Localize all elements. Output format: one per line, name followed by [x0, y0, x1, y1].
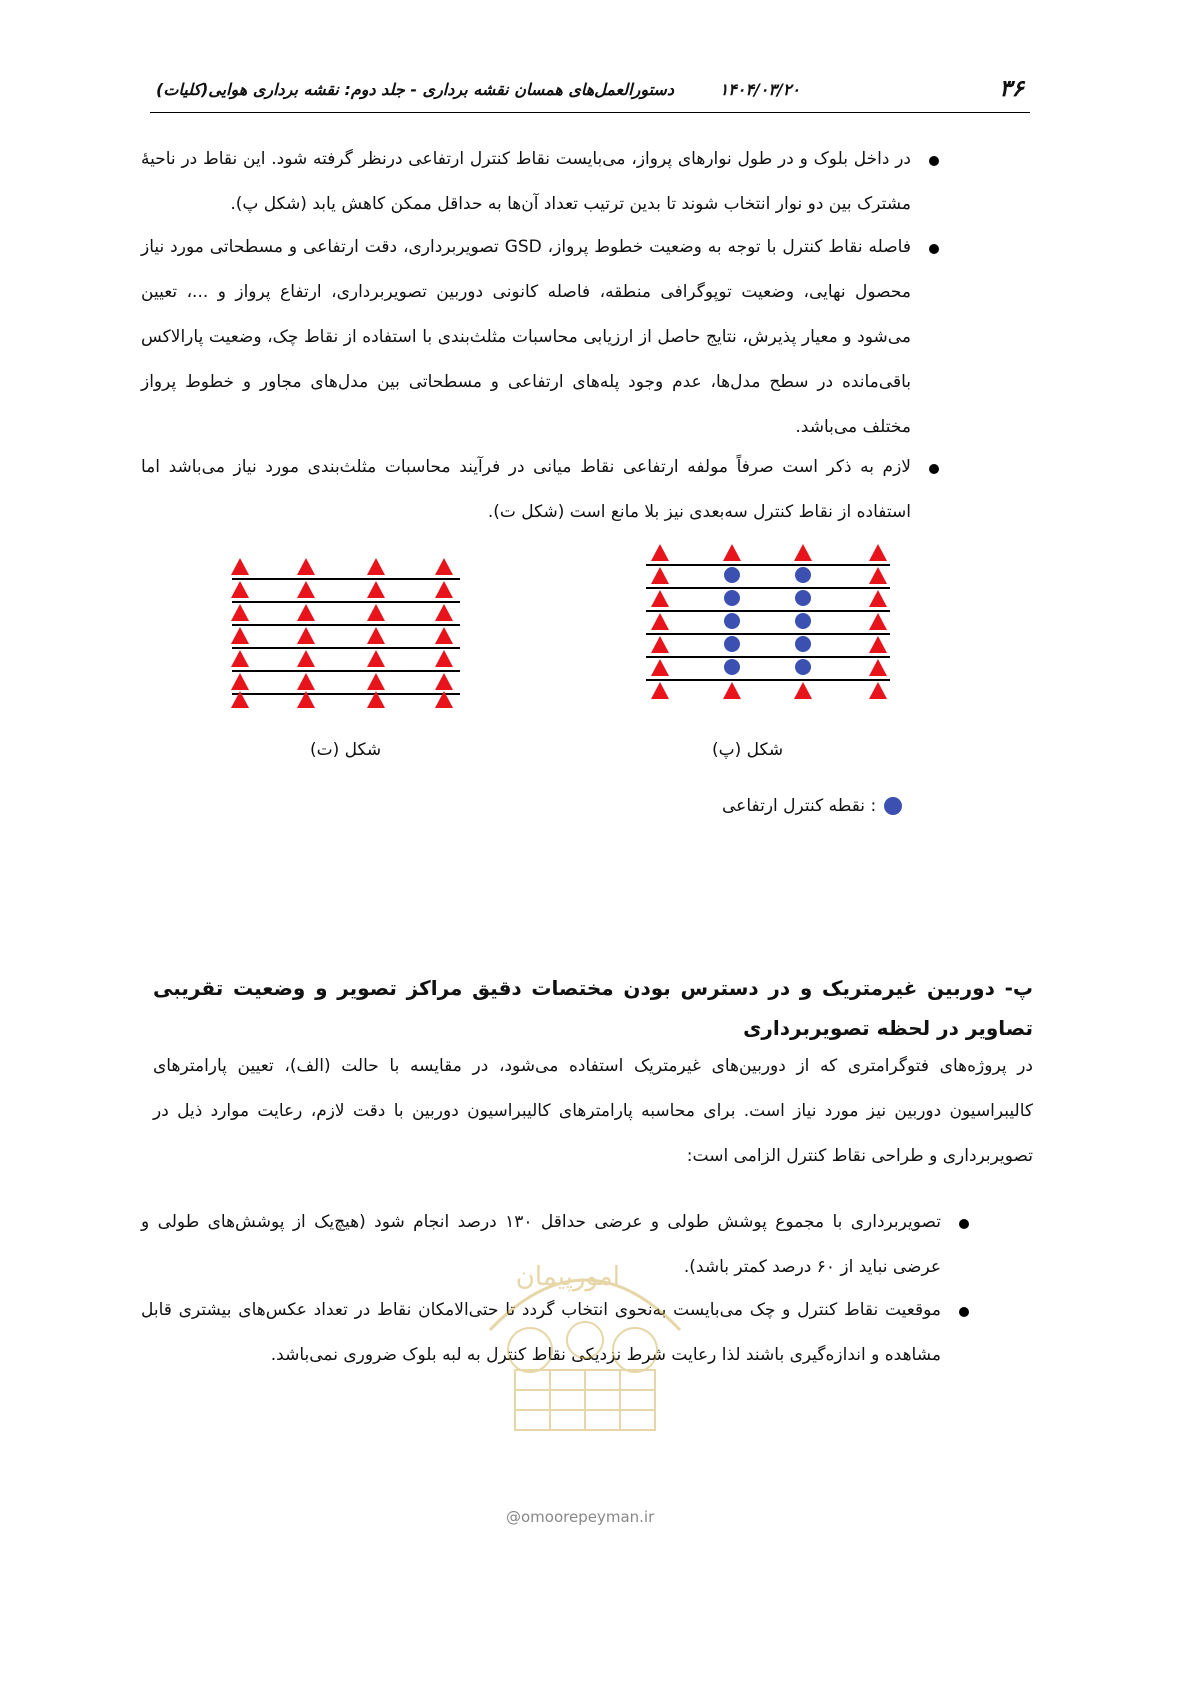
control-point-triangle	[651, 590, 669, 607]
height-control-dot	[795, 659, 811, 675]
control-point-triangle	[435, 673, 453, 690]
control-point-triangle	[231, 627, 249, 644]
height-control-dot	[724, 636, 740, 652]
watermark-url: @omoorepeyman.ir	[506, 1508, 655, 1526]
height-control-dot	[724, 590, 740, 606]
control-point-triangle	[297, 604, 315, 621]
control-point-triangle	[723, 544, 741, 561]
section-heading: پ- دوربین غیرمتریک و در دسترس بودن مختصات دقیق مراکز تصویر و وضعیت تقریبی تصاویر در لحظه تصویربرداری	[153, 976, 1033, 1040]
header-date: ۱۴۰۴/۰۳/۲۰	[719, 80, 800, 99]
control-point-triangle	[367, 558, 385, 575]
control-point-triangle	[435, 558, 453, 575]
control-point-triangle	[231, 581, 249, 598]
bullet-text-3: لازم به ذکر است صرفاً مولفه ارتفاعی نقاط میانی در فرآیند محاسبات مثلث‌بندی مورد نیاز می‌باشد اما استفاده از نقاط کنترل سه‌بعدی نیز بلا مانع است (شکل ت).	[141, 457, 911, 522]
control-point-triangle	[231, 650, 249, 667]
legend-label: : نقطه کنترل ارتفاعی	[722, 796, 877, 816]
legend-dot-icon	[884, 797, 902, 815]
height-control-dot	[724, 613, 740, 629]
control-point-triangle	[367, 627, 385, 644]
header-title: دستورالعمل‌های همسان نقشه برداری - جلد دوم: نقشه برداری هوایی(کلیات)	[156, 80, 674, 99]
bullet-text-4: تصویربرداری با مجموع پوشش طولی و عرضی حداقل ۱۳۰ درصد انجام شود (هیچ‌یک از پوشش‌های طولی و عرضی نباید از ۶۰ درصد کمتر باشد).	[141, 1212, 941, 1277]
control-point-triangle	[297, 673, 315, 690]
control-point-triangle	[367, 581, 385, 598]
control-point-triangle	[869, 636, 887, 653]
figure-p-diagram	[640, 537, 900, 707]
bullet-marker	[929, 464, 939, 474]
svg-text:امورپیمان: امورپیمان	[515, 1262, 620, 1292]
section-intro: در پروژه‌های فتوگرامتری که از دوربین‌های غیرمتریک استفاده می‌شود، در مقایسه با حالت (الف)، تعیین پارامترهای کالیبراسیون دوربین نیز مورد نیاز است. برای محاسبه پارامترهای کالیبراسیون دوربین با دقت لازم، رعایت موارد ذیل در تصویربرداری و طراحی نقاط کنترل الزامی است:	[153, 1056, 1033, 1166]
figure-p-caption: شکل (پ)	[712, 740, 784, 760]
control-point-triangle	[231, 558, 249, 575]
control-point-triangle	[297, 650, 315, 667]
control-point-triangle	[435, 650, 453, 667]
control-point-triangle	[651, 659, 669, 676]
bullet-marker	[929, 156, 939, 166]
control-point-triangle	[869, 567, 887, 584]
control-point-triangle	[367, 673, 385, 690]
control-point-triangle	[651, 682, 669, 699]
bullet-marker	[959, 1219, 969, 1229]
control-point-triangle	[231, 673, 249, 690]
control-point-triangle	[794, 544, 812, 561]
control-point-triangle	[794, 682, 812, 699]
control-point-triangle	[869, 613, 887, 630]
control-point-triangle	[651, 613, 669, 630]
control-point-triangle	[297, 627, 315, 644]
control-point-triangle	[435, 627, 453, 644]
figure-t-diagram	[228, 553, 468, 713]
control-point-triangle	[297, 581, 315, 598]
control-point-triangle	[297, 558, 315, 575]
control-point-triangle	[723, 682, 741, 699]
control-point-triangle	[367, 604, 385, 621]
control-point-triangle	[869, 544, 887, 561]
control-point-triangle	[869, 590, 887, 607]
height-control-dot	[724, 659, 740, 675]
height-control-dot	[724, 567, 740, 583]
control-point-triangle	[367, 650, 385, 667]
control-point-triangle	[869, 659, 887, 676]
control-point-triangle	[869, 682, 887, 699]
height-control-dot	[795, 567, 811, 583]
control-point-triangle	[651, 544, 669, 561]
figure-t-caption: شکل (ت)	[310, 740, 382, 760]
bullet-text-5: موقعیت نقاط کنترل و چک می‌بایست به‌نحوی انتخاب گردد تا حتی‌الامکان نقاط در تعداد عکس‌های بیشتری قابل مشاهده و اندازه‌گیری باشند لذا رعایت شرط نزدیکی نقاط کنترل به لبه بلوک ضروری نمی‌باشد.	[141, 1300, 941, 1365]
bullet-marker	[929, 244, 939, 254]
legend	[722, 796, 902, 816]
height-control-dot	[795, 636, 811, 652]
page-header	[150, 72, 1030, 113]
height-control-dot	[795, 590, 811, 606]
bullet-text-1: در داخل بلوک و در طول نوارهای پرواز، می‌بایست نقاط کنترل ارتفاعی درنظر گرفته شود. این نقاط در ناحیهٔ مشترک بین دو نوار انتخاب شوند تا بدین ترتیب تعداد آن‌ها به حداقل ممکن کاهش یابد (شکل پ).	[141, 149, 911, 214]
height-control-dot	[795, 613, 811, 629]
control-point-triangle	[231, 604, 249, 621]
control-point-triangle	[651, 636, 669, 653]
bullet-text-2: فاصله نقاط کنترل با توجه به وضعیت خطوط پرواز، GSD تصویربرداری، دقت ارتفاعی و مسطحاتی مورد نیاز محصول نهایی، وضعیت توپوگرافی منطقه، فاصله کانونی دوربین تصویربرداری، ارتفاع پرواز و ...، تعیین می‌شود و معیار پذیرش، نتایج حاصل از ارزیابی محاسبات مثلث‌بندی با استفاده از نقاط چک، وضعیت پارالاکس باقی‌مانده در سطح مدل‌ها، عدم وجود پله‌های ارتفاعی و مسطحاتی بین مدل‌های مجاور و خطوط پرواز مختلف می‌باشد.	[141, 237, 911, 437]
watermark-seal-icon	[470, 1240, 700, 1440]
control-point-triangle	[435, 581, 453, 598]
control-point-triangle	[651, 567, 669, 584]
bullet-marker	[959, 1307, 969, 1317]
control-point-triangle	[435, 604, 453, 621]
page-number: ۳۶	[999, 76, 1024, 102]
